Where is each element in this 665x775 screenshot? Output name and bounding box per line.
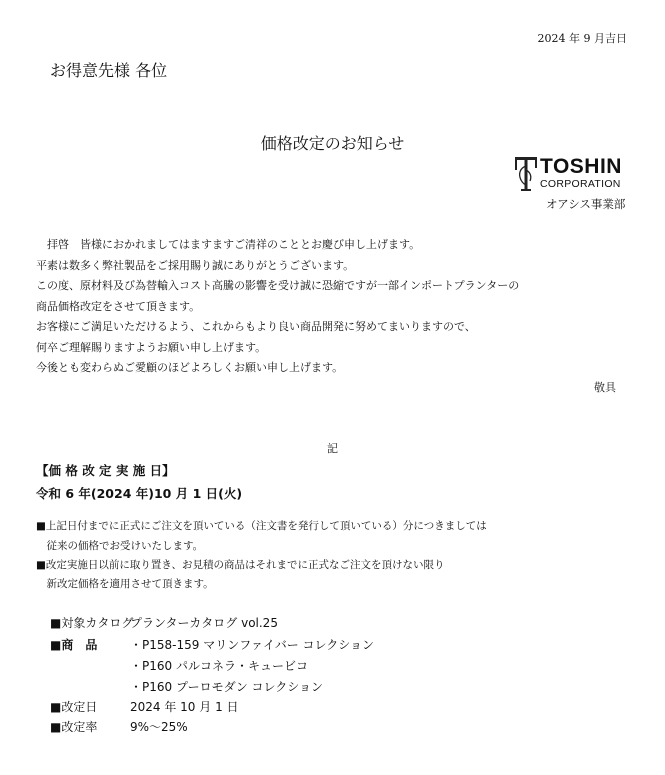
body-line: 拝啓 皆様におかれましてはますますご清祥のこととお慶び申し上げます。 <box>36 238 421 251</box>
body-line: お客様にご満足いただけるよう、これからもより良い商品開発に努めてまいりますので、 <box>36 320 476 333</box>
revision-rate-label: ■改定率 <box>50 720 98 734</box>
recipient: お得意先様 各位 <box>50 61 168 80</box>
product-item: ・P160 プーロモダン コレクション <box>130 680 324 694</box>
product-item: ・P158-159 マリンファイバー コレクション <box>130 638 375 652</box>
company-logo <box>514 156 634 192</box>
issue-date: 2024 年 9 月吉日 <box>537 32 627 45</box>
effective-date-heading: 【価 格 改 定 実 施 日】 <box>36 463 175 478</box>
closing-keigu: 敬具 <box>594 381 616 394</box>
revision-date-label: ■改定日 <box>50 700 98 714</box>
note-line: 従来の価格でお受けいたします。 <box>36 540 204 552</box>
catalog-label: ■対象カタログ <box>50 616 134 630</box>
revision-rate-value: 9%～25% <box>130 720 188 734</box>
ki-mark: 記 <box>327 442 338 455</box>
division-name: オアシス事業部 <box>546 197 626 211</box>
effective-date: 令和 6 年(2024 年)10 月 1 日(火) <box>36 486 243 501</box>
catalog-value: プランターカタログ vol.25 <box>130 616 278 630</box>
products-label: ■商 品 <box>50 638 98 652</box>
tree-logo-icon <box>514 156 538 192</box>
body-line: 平素は数多く弊社製品をご採用賜り誠にありがとうございます。 <box>36 259 355 272</box>
body-line: 商品価格改定をさせて頂きます。 <box>36 300 201 313</box>
revision-date-value: 2024 年 10 月 1 日 <box>130 700 239 714</box>
logo-subtext: CORPORATION <box>540 178 621 190</box>
note-line: ■改定実施日以前に取り置き、お見積の商品はそれまでに正式なご注文を頂けない限り <box>36 559 445 571</box>
body-line: この度、原材料及び為替輸入コスト高騰の影響を受け誠に恐縮ですが一部インポートプランターの <box>36 279 520 292</box>
product-item: ・P160 パルコネラ・キュービコ <box>130 659 308 673</box>
body-line: 何卒ご理解賜りますようお願い申し上げます。 <box>36 341 267 354</box>
body-line: 今後とも変わらぬご愛顧のほどよろしくお願い申し上げます。 <box>36 361 344 374</box>
note-line: 新改定価格を適用させて頂きます。 <box>36 578 214 590</box>
note-line: ■上記日付までに正式にご注文を頂いている（注文書を発行して頂いている）分につきましては <box>36 520 487 532</box>
page-title: 価格改定のお知らせ <box>260 134 405 153</box>
logo-wordmark: TOSHIN <box>540 155 622 178</box>
